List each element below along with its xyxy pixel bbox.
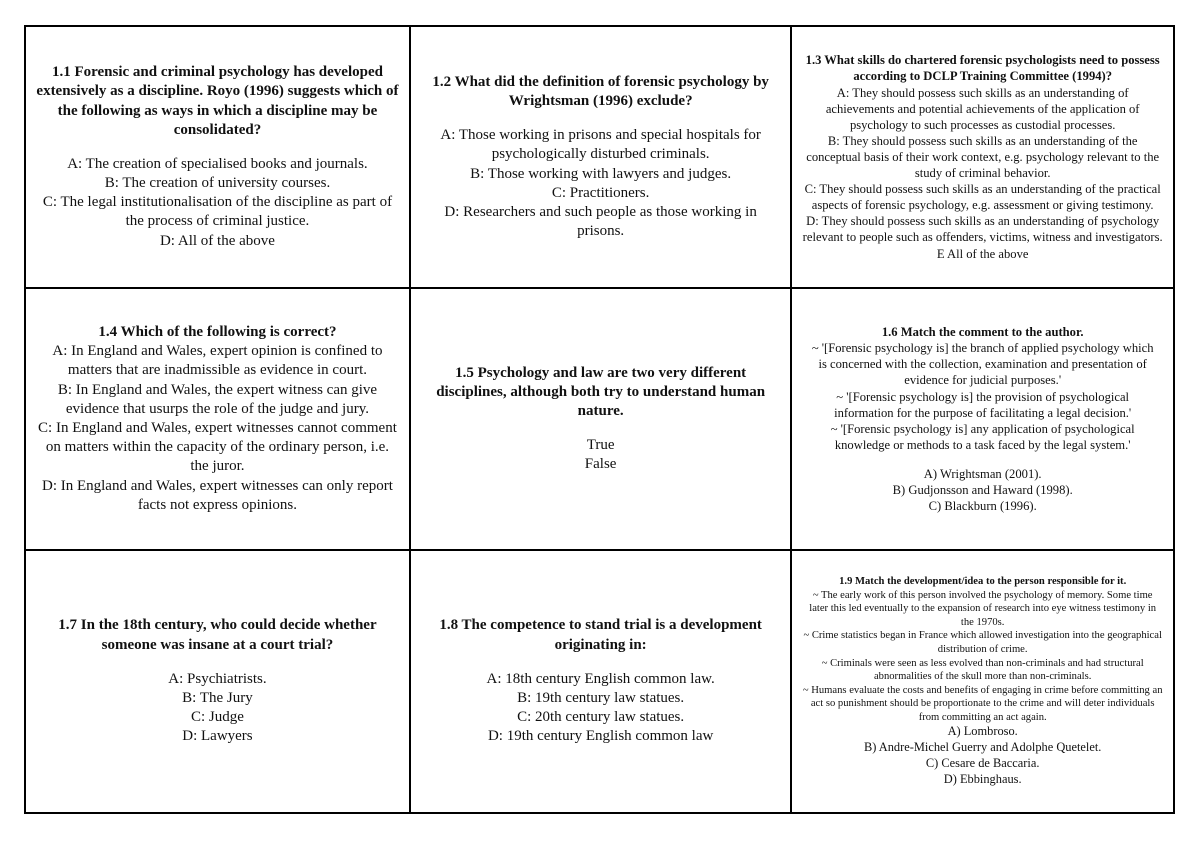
option-c: C: The legal institutionalisation of the discipline as part of the process of criminal justice. xyxy=(42,194,393,230)
option-b: B: In England and Wales, the expert witness can give evidence that usurps the role of the judge and jury. xyxy=(57,381,378,417)
option-b: B: 19th century law statues. xyxy=(517,690,685,706)
card-1-9 xyxy=(791,550,1174,813)
option-a: A: Psychiatrists. xyxy=(168,670,267,687)
card-1-3 xyxy=(791,26,1174,288)
comment-2: ~ '[Forensic psychology is] the provision of psychological information for the purpose of facilitating a legal decision.' xyxy=(834,389,1132,420)
card-1-6 xyxy=(791,288,1174,550)
question-text: 1.1 Forensic and criminal psychology has developed extensively as a discipline. Royo (1996) suggests which of the following as ways in which a discipline may be consolidated? xyxy=(36,64,399,138)
question-text: 1.7 In the 18th century, who could decide whether someone was insane at a court trial? xyxy=(58,617,377,653)
option-a: A: 18th century English common law. xyxy=(486,670,715,687)
option-d: D) Ebbinghaus. xyxy=(943,771,1022,786)
card-1-8 xyxy=(410,550,791,813)
option-d: D: They should possess such skills as an understanding of psychology relevant to people such as offenders, victims, witness and investigators. xyxy=(802,214,1163,245)
option-b: B: Those working with lawyers and judges. xyxy=(470,165,732,182)
question-grid xyxy=(24,25,1175,814)
option-a: A: They should possess such skills as an understanding of achievements and potential achievements of the application of psychology to such processes as custodial processes. xyxy=(825,85,1140,132)
option-c: C: Judge xyxy=(190,709,244,726)
question-text: 1.2 What did the definition of forensic psychology by Wrightsman (1996) exclude? xyxy=(432,73,769,109)
option-d: D: 19th century English common law xyxy=(487,728,714,745)
card-1-7 xyxy=(25,550,410,813)
option-d: D: In England and Wales, expert witnesses can only report facts not express opinions. xyxy=(41,477,393,513)
option-b: B: They should possess such skills as an understanding of the conceptual basis of their work context, e.g. psychology relevant to the study of criminal behavior. xyxy=(806,133,1160,181)
comment-1: ~ The early work of this person involved the psychology of memory. Some time later this led eventually to the expansion of research into eye witness testimony in the 1970s. xyxy=(809,589,1157,628)
option-a: A) Lombroso. xyxy=(947,724,1018,739)
flashcard-sheet xyxy=(24,25,1175,812)
question-text: 1.9 Match the development/idea to the person responsible for it. xyxy=(839,576,1127,588)
comment-2: ~ Crime statistics began in France which allowed investigation into the geographical distribution of crime. xyxy=(803,630,1162,655)
card-1-1 xyxy=(25,26,410,288)
card-1-2 xyxy=(410,26,791,288)
question-text: 1.4 Which of the following is correct? xyxy=(98,324,337,341)
option-false: False xyxy=(584,456,617,473)
option-c: C: 20th century law statues. xyxy=(517,709,685,726)
option-b: B: The creation of university courses. xyxy=(104,175,331,192)
question-text: 1.5 Psychology and law are two very different disciplines, although both try to understand human nature. xyxy=(436,364,766,419)
option-c: C) Blackburn (1996). xyxy=(928,498,1037,513)
comment-1: ~ '[Forensic psychology is] the branch of applied psychology which is concerned with the collection, examination and presentation of evidence for judicial purposes.' xyxy=(811,341,1154,388)
option-b: B) Andre-Michel Guerry and Adolphe Quetelet. xyxy=(863,740,1102,755)
option-a: A: Those working in prisons and special hospitals for psychologically disturbed criminals. xyxy=(440,127,761,163)
option-c: C: In England and Wales, expert witnesses cannot comment on matters within the capacity of the ordinary person, i.e. the juror. xyxy=(38,420,397,475)
question-text: 1.3 What skills do chartered forensic psychologists need to possess according to DCLP Training Committee (1994)? xyxy=(805,53,1160,84)
question-text: 1.6 Match the comment to the author. xyxy=(881,325,1084,340)
option-c: C) Cesare de Baccaria. xyxy=(925,756,1040,770)
card-1-4 xyxy=(25,288,410,550)
option-d: D: Researchers and such people as those working in prisons. xyxy=(444,203,757,240)
option-c: C: Practitioners. xyxy=(551,184,650,201)
question-text: 1.8 The competence to stand trial is a development originating in: xyxy=(439,617,762,653)
option-d: D: Lawyers xyxy=(182,728,253,745)
comment-4: ~ Humans evaluate the costs and benefits of engaging in crime before committing an act so punishment should be proportionate to the crime and will deter individuals from committing an act again. xyxy=(802,684,1163,723)
option-a: A) Wrightsman (2001). xyxy=(923,466,1042,481)
option-d: D: All of the above xyxy=(159,232,275,249)
card-1-5 xyxy=(410,288,791,550)
option-b: B) Gudjonsson and Haward (1998). xyxy=(892,482,1073,497)
option-true: True xyxy=(586,437,615,454)
option-a: A: In England and Wales, expert opinion is confined to matters that are inadmissible as evidence in court. xyxy=(52,343,383,379)
option-b: B: The Jury xyxy=(182,690,253,706)
option-e: E All of the above xyxy=(936,246,1029,261)
option-c: C: They should possess such skills as an understanding of the practical aspects of forensic psychology, e.g. assessment or giving testimony. xyxy=(804,182,1161,213)
comment-3: ~ '[Forensic psychology is] any application of psychological knowledge or methods to a task faced by the legal system.' xyxy=(830,421,1135,452)
option-a: A: The creation of specialised books and journals. xyxy=(67,155,368,172)
comment-3: ~ Criminals were seen as less evolved than non-criminals and had structural abnormalities of the skull more than non-criminals. xyxy=(821,657,1144,683)
